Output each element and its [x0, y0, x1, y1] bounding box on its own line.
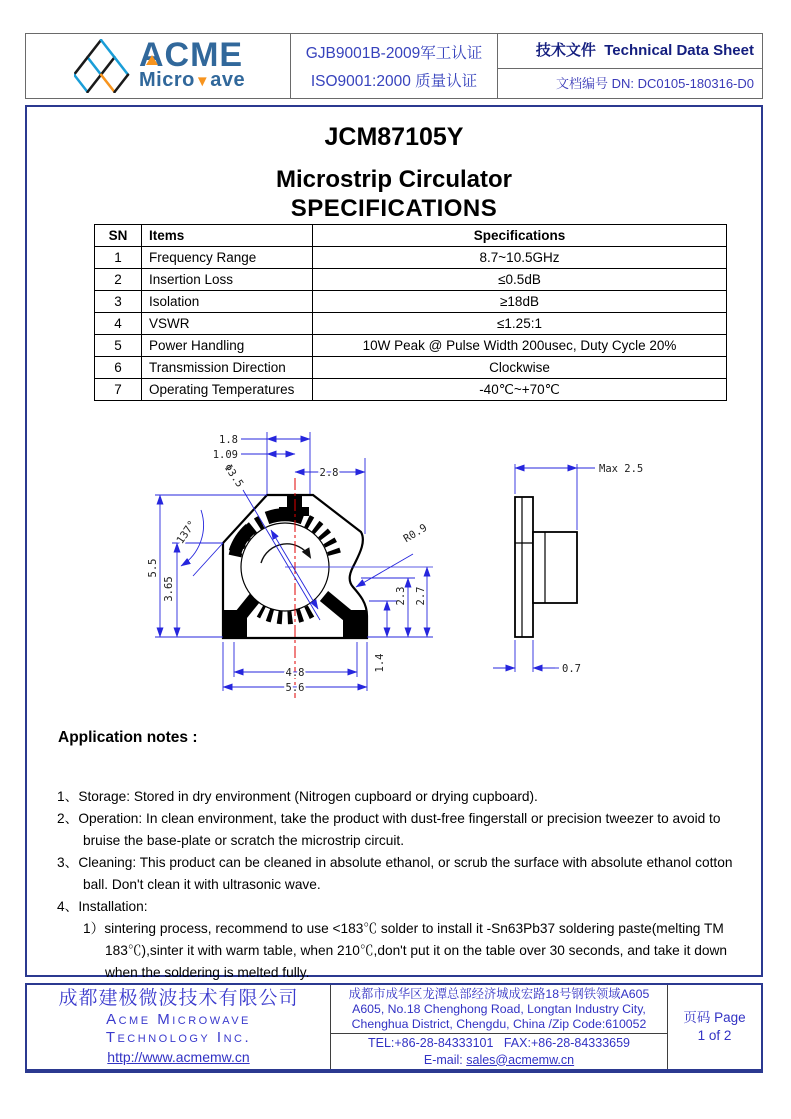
- svg-text:Max 2.5: Max 2.5: [599, 463, 644, 475]
- page-label: 页码 Page: [683, 1010, 746, 1025]
- cell-item: Transmission Direction: [142, 357, 313, 379]
- cell-item: Frequency Range: [142, 247, 313, 269]
- svg-text:3.65: 3.65: [163, 576, 175, 602]
- cell-spec: ≥18dB: [313, 291, 727, 313]
- footer-contact: [330, 985, 668, 1069]
- page-title-type: Microstrip Circulator: [275, 166, 513, 193]
- application-notes: [57, 786, 759, 984]
- doc-title: 技术文件 Technical Data Sheet: [498, 34, 762, 69]
- cell-spec: ≤0.5dB: [313, 269, 727, 291]
- table-row: [95, 291, 727, 313]
- company-name-zh: 成都建极微波技术有限公司: [58, 988, 299, 1009]
- cell-spec: ≤1.25:1: [313, 313, 727, 335]
- address-en-2: Chenghua District, Chengdu, China /Zip Code:610052: [351, 1017, 647, 1031]
- table-row: [95, 379, 727, 401]
- footer-page-number: [668, 985, 761, 1069]
- table-header-row: [95, 225, 727, 247]
- header-bar: [25, 33, 763, 99]
- table-row: [95, 357, 727, 379]
- svg-text:4.8: 4.8: [285, 667, 305, 679]
- note-sub-item: 1）sintering process, recommend to use <183℃ solder to install it -Sn63Pb37 soldering paste(melting TM 183℃),sinter it with warm table, when 210℃,don't put it on the table over 30 seconds, and take it down when the soldering is melted fully.: [83, 921, 727, 980]
- certifications: [290, 34, 498, 98]
- note-item: 4、Installation: 1）sintering process, recommend to use <183℃ solder to install it -Sn63Pb37 soldering paste(melting TM 183℃),sinter it with warm table, when 210℃,don't put it on the table over 30 seconds, and take it down when the soldering is melted fully.: [57, 896, 759, 984]
- spec-table: [94, 224, 727, 401]
- table-row: [95, 269, 727, 291]
- address-zh: 成都市成华区龙潭总部经济城成宏路18号钢铁领域A605: [348, 987, 650, 1001]
- page-value: 1 of 2: [697, 1028, 732, 1043]
- svg-text:2.8: 2.8: [319, 467, 339, 479]
- cell-sn: 2: [95, 269, 142, 291]
- logo-a-triangle-icon: [146, 55, 158, 65]
- col-header-specs: Specifications: [313, 225, 727, 247]
- svg-text:1.4: 1.4: [374, 653, 386, 673]
- footer-company: [27, 985, 330, 1069]
- cell-item: Operating Temperatures: [142, 379, 313, 401]
- col-header-items: Items: [142, 225, 313, 247]
- note-item: 2、Operation: In clean environment, take the product with dust-free fingerstall or precision tweezer to avoid to bruise the base-plate or scratch the microstrip circuit.: [57, 811, 721, 848]
- col-header-sn: SN: [95, 225, 142, 247]
- svg-text:R0.9: R0.9: [401, 521, 430, 546]
- cert-line-1: GJB9001B-2009军工认证: [305, 45, 483, 62]
- datasheet-body: [25, 105, 763, 980]
- doc-number: 文档编号 DN: DC0105-180316-D0: [556, 76, 754, 91]
- table-row: [95, 335, 727, 357]
- side-view: [515, 497, 577, 637]
- cell-sn: 5: [95, 335, 142, 357]
- svg-text:2.3: 2.3: [395, 586, 407, 606]
- application-notes-heading: Application notes :: [58, 729, 198, 746]
- logo: [26, 34, 290, 98]
- svg-text:5.5: 5.5: [147, 558, 159, 578]
- cell-item: Power Handling: [142, 335, 313, 357]
- company-name-en-1: Acme Microwave: [106, 1011, 251, 1028]
- cell-item: VSWR: [142, 313, 313, 335]
- cell-spec: Clockwise: [313, 357, 727, 379]
- page-title-model: JCM87105Y: [324, 123, 464, 151]
- cell-sn: 1: [95, 247, 142, 269]
- svg-text:0.7: 0.7: [562, 663, 581, 675]
- doc-info: [498, 34, 762, 98]
- cell-sn: 6: [95, 357, 142, 379]
- table-row: [95, 313, 727, 335]
- svg-text:5.6: 5.6: [285, 682, 305, 694]
- cell-spec: 10W Peak @ Pulse Width 200usec, Duty Cycle 20%: [313, 335, 727, 357]
- table-row: [95, 247, 727, 269]
- svg-text:1.8: 1.8: [219, 434, 238, 446]
- tel-fax-line: TEL:+86-28-84333101 FAX:+86-28-84333659: [367, 1035, 631, 1050]
- logo-subtitle: Micro▼ave: [139, 69, 246, 91]
- logo-brand-text: ACME: [139, 36, 244, 74]
- cell-spec: -40℃~+70℃: [313, 379, 727, 401]
- address-en-1: A605, No.18 Chenghong Road, Longtan Industry City,: [352, 1002, 646, 1016]
- cert-line-2: ISO9001:2000 质量认证: [310, 73, 478, 90]
- svg-text:1.09: 1.09: [212, 449, 238, 461]
- logo-w-triangle-icon: ▼: [194, 73, 211, 90]
- logo-mark-icon: [74, 39, 130, 93]
- cell-item: Isolation: [142, 291, 313, 313]
- svg-text:Φ3.5: Φ3.5: [221, 461, 246, 490]
- company-address: [331, 985, 667, 1034]
- website-link[interactable]: http://www.acmemw.cn: [107, 1049, 250, 1065]
- cell-sn: 4: [95, 313, 142, 335]
- company-name-en-2: Technology Inc.: [105, 1029, 252, 1046]
- note-item: 3、Cleaning: This product can be cleaned in absolute ethanol, or scrub the surface with absolute ethanol cotton ball. Don't clean it with ultrasonic wave.: [57, 855, 733, 892]
- email-line: E-mail: sales@acmemw.cn: [423, 1052, 575, 1067]
- cell-spec: 8.7~10.5GHz: [313, 247, 727, 269]
- page-title-section: SPECIFICATIONS: [290, 195, 498, 222]
- cell-sn: 3: [95, 291, 142, 313]
- cell-sn: 7: [95, 379, 142, 401]
- outline-drawing: [65, 420, 725, 710]
- email-link[interactable]: sales@acmemw.cn: [466, 1052, 575, 1067]
- footer-block: [25, 983, 763, 1073]
- cell-item: Insertion Loss: [142, 269, 313, 291]
- svg-text:137°: 137°: [174, 518, 199, 547]
- svg-text:2.7: 2.7: [415, 586, 427, 606]
- note-item: 1、Storage: Stored in dry environment (Nitrogen cupboard or drying cupboard).: [57, 789, 538, 804]
- contact-lines: [331, 1034, 667, 1069]
